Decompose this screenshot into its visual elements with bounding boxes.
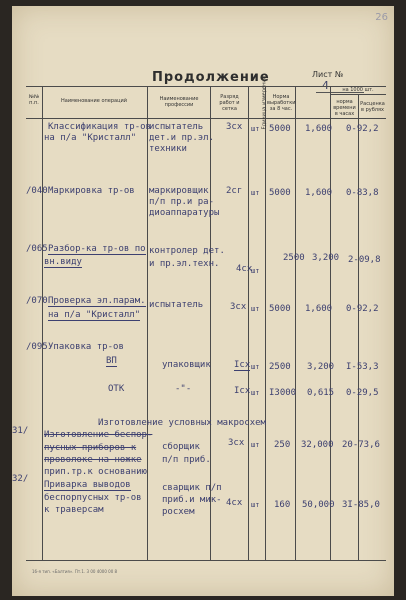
page-title: Продолжение (152, 70, 270, 85)
row4-time: 1,600 (305, 304, 333, 314)
header-op: Наименование операций (61, 98, 127, 104)
printer-footer: 16-я тип. «Балтия». Пт.1. 3 00 4000 00 8 (32, 569, 118, 574)
col-line-1 (42, 86, 43, 560)
row6-time: 0,615 (307, 388, 335, 398)
row5-op-line1: Упаковка тр-ов (48, 342, 124, 352)
row3-unit: шт (251, 267, 260, 275)
row7-op-heading: Изготовление условных макросхем (98, 418, 266, 428)
row2-num: /040 (26, 186, 48, 196)
row8-unit: шт (251, 501, 260, 509)
header-price: Расценка в рублях (360, 101, 385, 113)
row8-num: 32/ (12, 474, 29, 484)
row2-norm: 5000 (269, 188, 291, 198)
row7-grade: 3сх (228, 438, 245, 448)
row2-grade: 2сг (226, 186, 243, 196)
row5-grade: Iсх (234, 360, 251, 370)
row8-norm: 160 (274, 500, 291, 510)
col-line-7 (330, 86, 331, 560)
header-time: норма времени в часах (333, 99, 356, 117)
row1-time: 1,600 (305, 124, 333, 134)
row4-op-line1: Проверка эл.парам. (48, 296, 146, 306)
row5-prof-line1: упаковщик (162, 360, 211, 370)
row3-prof-line2: и пр.эл.техн. (149, 259, 220, 269)
row7-op-line5: прип.тр.к основанию (44, 467, 147, 477)
row3-grade: 4сх (236, 264, 253, 274)
header-num: №№ п.п. (28, 94, 40, 106)
row7-op-line3: пусных приборов к (44, 443, 137, 453)
row6-price: 0-29,5 (346, 388, 379, 398)
header-grade: Разряд работ и сетка (219, 94, 240, 112)
row4-unit: шт (251, 305, 260, 313)
row1-norm: 5000 (269, 124, 291, 134)
row1-prof-line3: техники (149, 144, 187, 154)
col-line-8 (358, 94, 359, 560)
row8-time: 50,000 (302, 500, 335, 510)
header-bottom-rule (26, 118, 386, 119)
row2-prof-line2: п/п пр.и ра- (149, 197, 215, 207)
row2-time: 1,600 (305, 188, 333, 198)
row8-prof-line1: сварщик п/п (162, 483, 222, 493)
row6-prof-line1: -"- (175, 384, 192, 394)
row8-op-line3: к траверсам (44, 505, 104, 515)
header-unit: Единица измерения (261, 76, 268, 130)
row7-price: 20-73,6 (342, 440, 380, 450)
row8-prof-line2: приб.и мик- (162, 495, 222, 505)
row3-norm: 2500 (283, 253, 305, 263)
row5-num: /095 (26, 342, 48, 352)
row5-price: I-53,3 (346, 362, 379, 372)
row7-op-line4: проволоке на ножке (44, 455, 142, 465)
row3-op-line2: вн.виду (44, 257, 82, 267)
row8-grade: 4сх (226, 498, 243, 508)
row7-norm: 250 (274, 440, 291, 450)
row6-grade: Iсх (234, 386, 251, 396)
row7-op-line2: Изготовление беспор- (44, 430, 153, 440)
document-page (12, 6, 394, 596)
col-line-5 (265, 86, 266, 560)
row3-num: /065 (26, 244, 48, 254)
row1-unit: шт (251, 125, 260, 133)
row1-prof-line2: дет.и пр.эл. (149, 133, 215, 143)
row1-price: 0-92,2 (346, 124, 379, 134)
row3-op-line1: Разбор-ка тр-ов по (48, 244, 146, 254)
col-line-2 (147, 86, 148, 560)
row5-op-line2: ВП (106, 356, 117, 366)
row2-unit: шт (251, 189, 260, 197)
row1-op-line2: на п/а "Кристалл" (44, 133, 137, 143)
row5-unit: шт (251, 363, 260, 371)
row4-num: /070 (26, 296, 48, 306)
row1-prof-line1: испытатель (149, 122, 204, 132)
row3-price: 2-09,8 (348, 255, 381, 265)
corner-mark: 26 (375, 12, 388, 23)
row3-time: 3,200 (312, 253, 340, 263)
row4-op-line2: на п/а "Кристалл" (48, 310, 141, 320)
row5-time: 3,200 (307, 362, 335, 372)
row3-prof-line1: контролер дет. (149, 246, 225, 256)
row2-op-line1: Маркировка тр-ов (48, 186, 135, 196)
row4-price: 0-92,2 (346, 304, 379, 314)
header-prof: Наименование профессии (159, 96, 199, 108)
row1-op-line1: Классификация тр-ов (48, 122, 151, 132)
row7-time: 32,000 (301, 440, 334, 450)
row7-unit: шт (251, 441, 260, 449)
header-per1000: на 1000 шт. (342, 87, 374, 93)
row4-grade: 3сх (230, 302, 247, 312)
row2-prof-line3: диоаппаратуры (149, 208, 220, 218)
row7-num: 31/ (12, 426, 29, 436)
row8-op-line2: беспорпусных тр-ов (44, 493, 142, 503)
row7-prof-line1: сборщик (162, 442, 200, 452)
row1-grade: 3сх (226, 122, 243, 132)
row2-prof-line1: маркировщик (149, 186, 209, 196)
sheet-label: Лист № (312, 70, 344, 79)
table-bottom-rule (26, 560, 386, 561)
row5-norm: 2500 (269, 362, 291, 372)
col-line-6 (295, 86, 296, 560)
header-norm: Норма выработки за 8 час. (267, 94, 296, 112)
row7-prof-line2: п/п приб. (162, 455, 211, 465)
row2-price: 0-83,8 (346, 188, 379, 198)
row4-norm: 5000 (269, 304, 291, 314)
row8-op-line1: Приварка выводов (44, 480, 131, 490)
col-line-4 (248, 86, 249, 560)
row8-prof-line3: росхем (162, 507, 195, 517)
row6-op-line1: ОТК (108, 384, 125, 394)
row6-unit: шт (251, 389, 260, 397)
row8-price: 3I-85,0 (342, 500, 380, 510)
row6-norm: I3000 (269, 388, 297, 398)
row4-prof-line1: испытатель (149, 300, 204, 310)
